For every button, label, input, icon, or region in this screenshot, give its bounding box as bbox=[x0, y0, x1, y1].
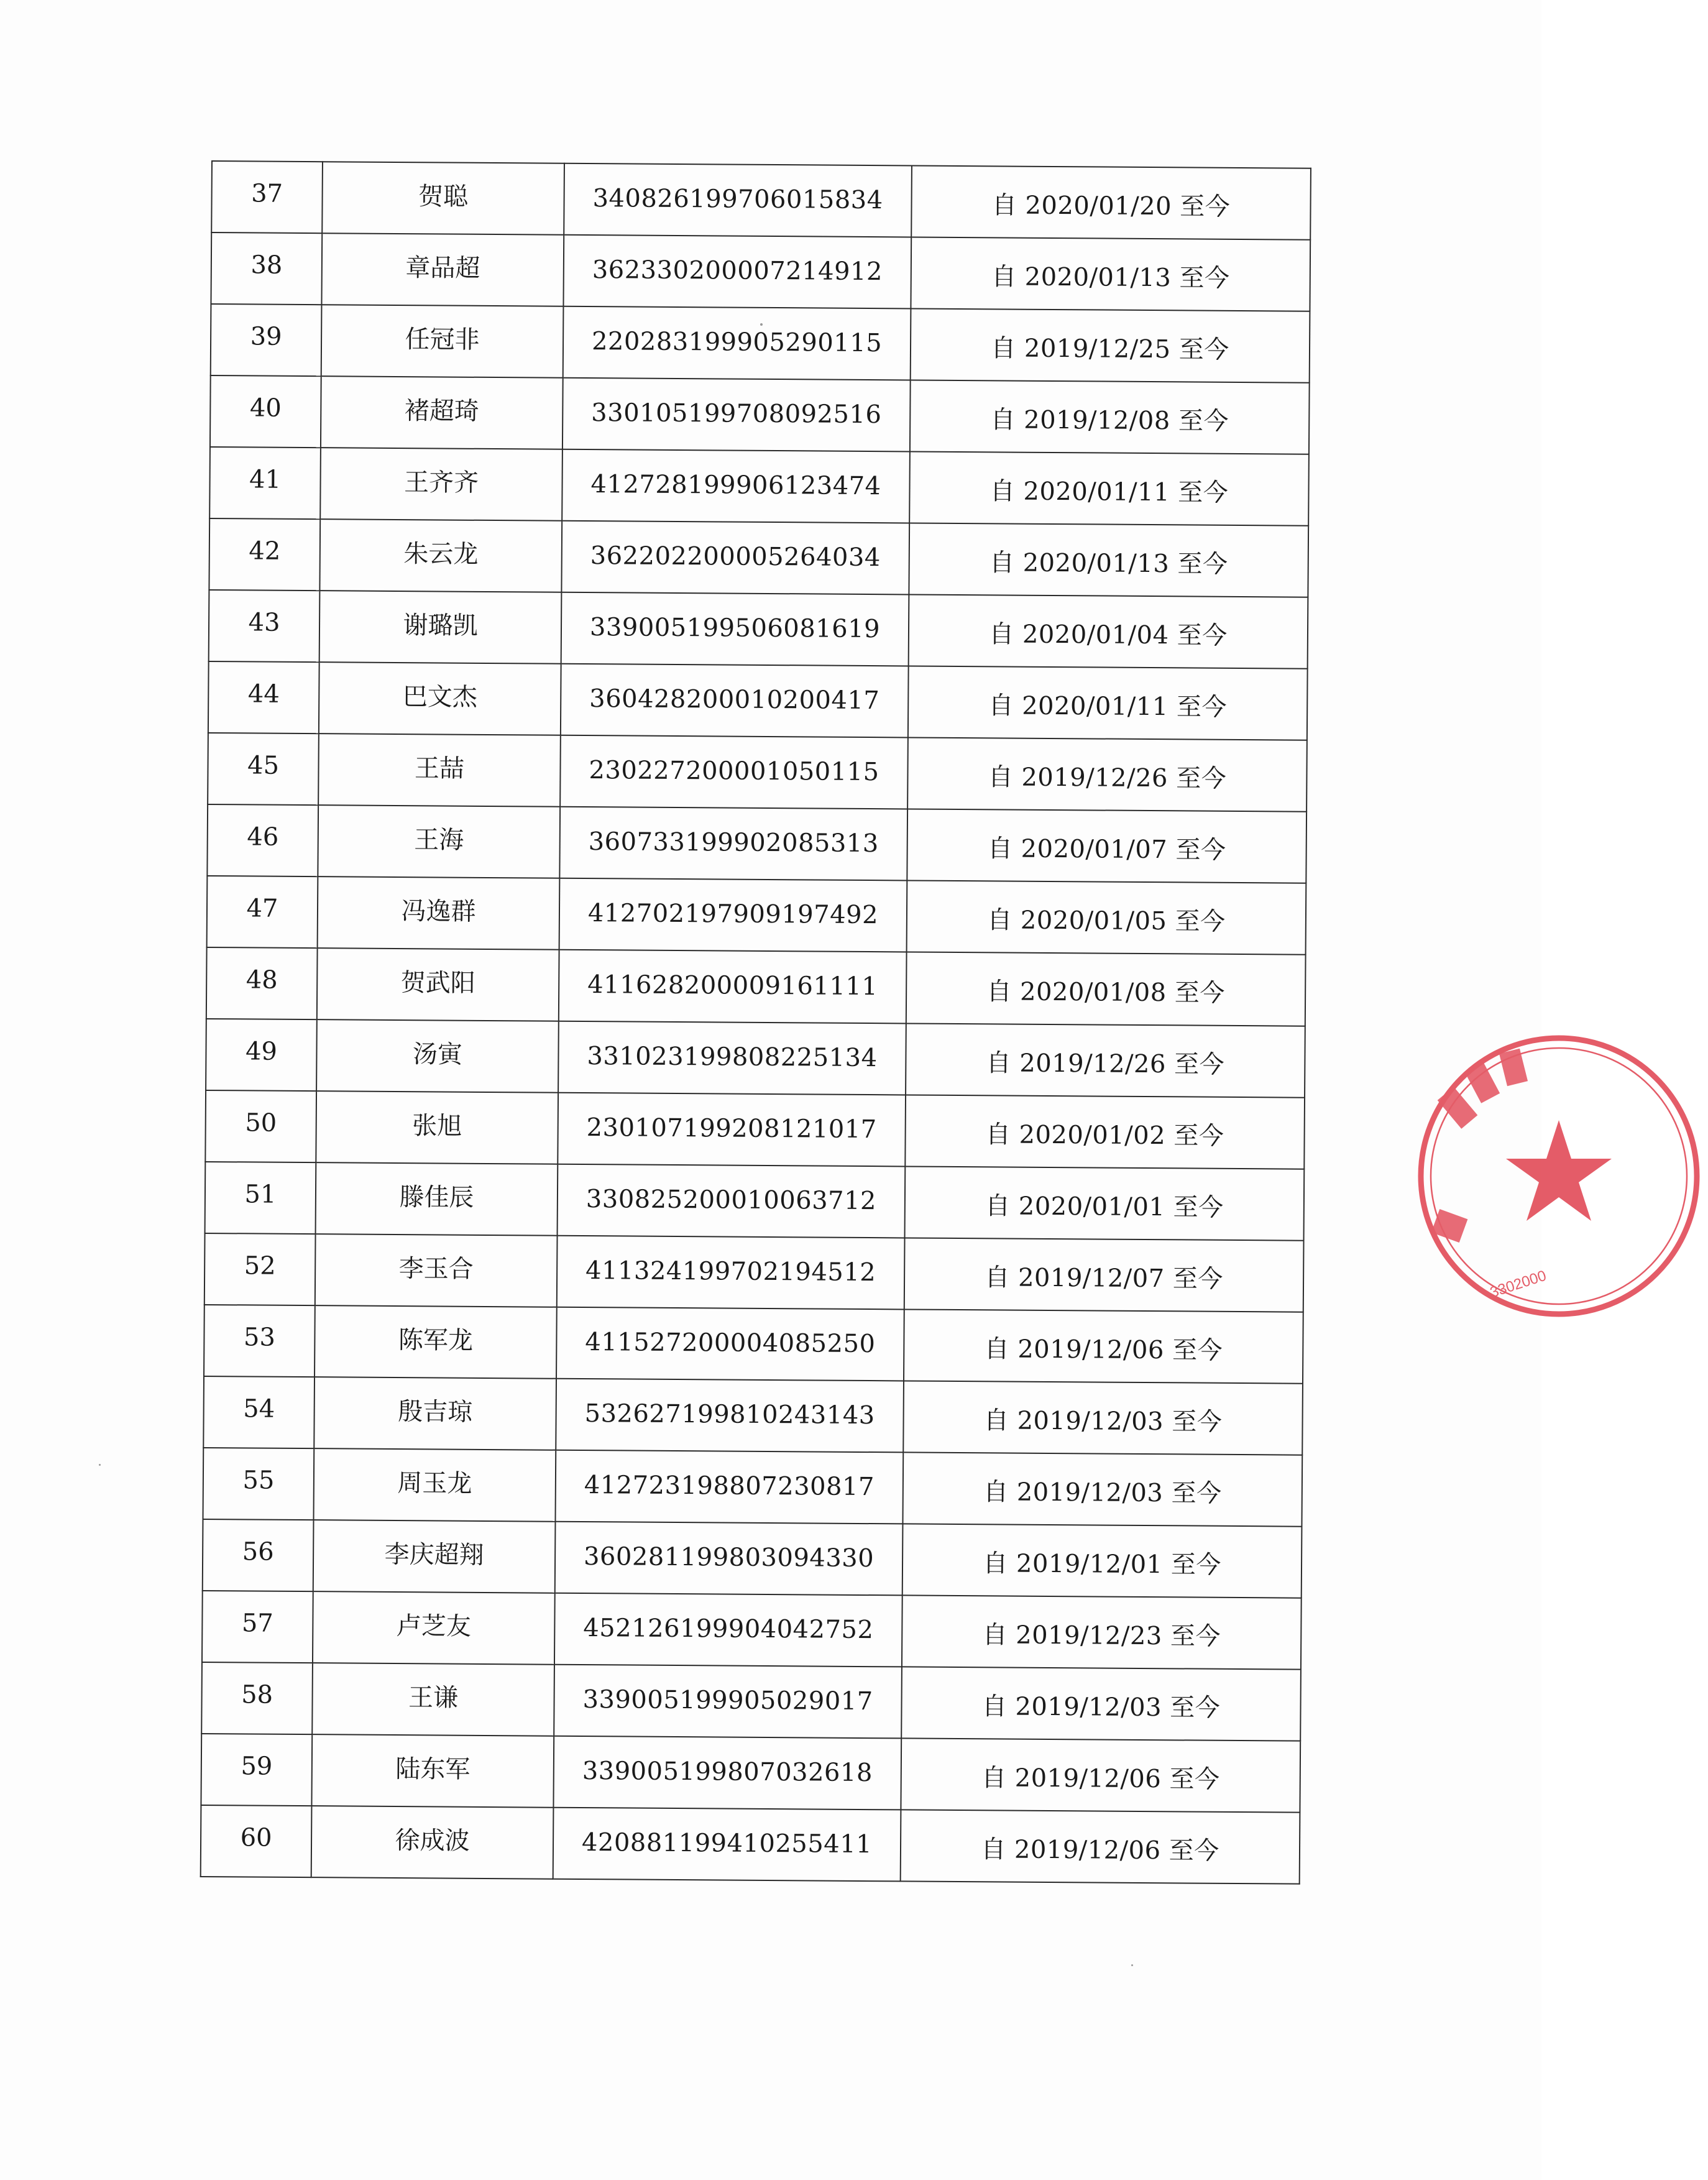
id-number-cell bbox=[557, 1236, 905, 1310]
name-cell bbox=[313, 1448, 556, 1522]
period-cell bbox=[904, 1238, 1304, 1312]
period-cell-text: 自 2020/01/04 至今 bbox=[989, 620, 1228, 650]
name-cell bbox=[321, 376, 563, 449]
row-number-cell bbox=[209, 518, 320, 591]
name-cell bbox=[313, 1520, 556, 1593]
period-cell-text: 自 2019/12/23 至今 bbox=[982, 1621, 1221, 1651]
name-cell bbox=[313, 1591, 555, 1665]
period-cell bbox=[901, 1667, 1301, 1741]
name-cell-text: 谢璐凯 bbox=[403, 611, 478, 640]
period-cell-text: 自 2019/12/03 至今 bbox=[983, 1478, 1222, 1508]
period-cell-text: 自 2019/12/03 至今 bbox=[981, 1692, 1221, 1722]
row-number-cell-text: 40 bbox=[249, 393, 282, 423]
row-number-cell bbox=[208, 733, 319, 805]
name-cell bbox=[321, 305, 564, 378]
name-cell-text: 冯逸群 bbox=[401, 897, 476, 926]
period-cell-text: 自 2020/01/11 至今 bbox=[988, 691, 1228, 722]
table-row bbox=[208, 733, 1307, 812]
name-cell-text: 卢芝友 bbox=[396, 1612, 472, 1641]
table-row bbox=[203, 1376, 1303, 1455]
name-cell-text: 滕佳辰 bbox=[399, 1183, 474, 1212]
period-cell-text: 自 2019/12/08 至今 bbox=[990, 405, 1229, 436]
seal-arc-marks bbox=[1431, 1049, 1528, 1243]
row-number-cell-text: 37 bbox=[251, 178, 283, 208]
row-number-cell bbox=[202, 1591, 313, 1663]
row-number-cell-text: 58 bbox=[241, 1680, 273, 1709]
row-number-cell bbox=[201, 1805, 312, 1877]
table-row bbox=[201, 1805, 1300, 1884]
period-cell-text: 自 2019/12/06 至今 bbox=[981, 1764, 1220, 1794]
id-number-cell bbox=[562, 449, 910, 523]
name-cell-text: 汤寅 bbox=[412, 1040, 463, 1069]
id-number-cell-text: 331023199808225134 bbox=[587, 1041, 878, 1072]
id-number-cell-text: 411324199702194512 bbox=[585, 1256, 876, 1287]
id-number-cell bbox=[556, 1379, 904, 1453]
row-number-cell bbox=[201, 1734, 312, 1806]
name-cell-text: 章品超 bbox=[405, 254, 480, 283]
period-cell bbox=[907, 809, 1306, 883]
row-number-cell-text: 52 bbox=[244, 1251, 276, 1281]
table-row bbox=[208, 661, 1308, 740]
employee-table bbox=[200, 160, 1311, 1885]
name-cell bbox=[311, 1806, 554, 1879]
row-number-cell bbox=[211, 161, 323, 233]
period-cell-text: 自 2020/01/05 至今 bbox=[987, 906, 1226, 936]
id-number-cell bbox=[558, 1021, 906, 1095]
period-cell bbox=[906, 1023, 1305, 1097]
id-number-cell-text: 339005199807032618 bbox=[582, 1756, 873, 1787]
period-cell bbox=[906, 952, 1306, 1026]
row-number-cell bbox=[210, 375, 321, 448]
name-cell bbox=[312, 1663, 554, 1736]
scan-speck bbox=[1131, 1964, 1133, 1966]
table-row bbox=[204, 1233, 1304, 1312]
id-number-cell bbox=[559, 950, 907, 1024]
name-cell-text: 陈军龙 bbox=[398, 1326, 474, 1355]
period-cell bbox=[911, 165, 1311, 239]
id-number-cell-text: 220283199905290115 bbox=[591, 326, 883, 357]
id-number-cell-text: 362202200005264034 bbox=[590, 541, 881, 572]
period-cell bbox=[904, 1309, 1303, 1383]
table-row bbox=[211, 304, 1310, 383]
row-number-cell-text: 39 bbox=[250, 321, 282, 351]
period-cell bbox=[910, 380, 1310, 454]
id-number-cell bbox=[553, 1808, 901, 1882]
period-cell bbox=[909, 594, 1308, 668]
period-cell-text: 自 2020/01/02 至今 bbox=[985, 1120, 1224, 1151]
row-number-cell bbox=[211, 232, 322, 305]
row-number-cell-text: 49 bbox=[245, 1036, 278, 1066]
id-number-cell-text: 230227200001050115 bbox=[589, 755, 879, 786]
id-number-cell-text: 532627199810243143 bbox=[584, 1399, 875, 1430]
name-cell-text: 殷吉琼 bbox=[398, 1397, 473, 1427]
period-cell-text: 自 2020/01/08 至今 bbox=[986, 977, 1226, 1008]
period-cell bbox=[908, 666, 1308, 740]
name-cell bbox=[319, 662, 561, 735]
row-number-cell bbox=[211, 304, 322, 376]
period-cell bbox=[905, 1095, 1305, 1169]
id-number-cell-text: 330825200010063712 bbox=[585, 1184, 877, 1215]
id-number-cell bbox=[558, 1093, 906, 1167]
name-cell bbox=[319, 591, 562, 664]
name-cell-text: 任冠非 bbox=[405, 325, 480, 354]
table-row bbox=[209, 518, 1308, 597]
row-number-cell-text: 45 bbox=[247, 750, 280, 780]
period-cell bbox=[902, 1524, 1302, 1598]
period-cell-text: 自 2019/12/26 至今 bbox=[986, 1049, 1225, 1079]
name-cell-text: 王谦 bbox=[408, 1683, 459, 1713]
row-number-cell-text: 54 bbox=[243, 1394, 275, 1423]
row-number-cell-text: 43 bbox=[248, 607, 280, 637]
row-number-cell-text: 53 bbox=[243, 1322, 276, 1352]
table-row bbox=[210, 375, 1310, 454]
table-row bbox=[209, 447, 1309, 526]
table-row bbox=[206, 1019, 1305, 1098]
period-cell bbox=[909, 523, 1308, 597]
id-number-cell-text: 412723198807230817 bbox=[584, 1470, 875, 1501]
id-number-cell bbox=[560, 735, 908, 809]
id-number-cell bbox=[561, 521, 909, 595]
table-row bbox=[207, 804, 1306, 883]
table-row bbox=[201, 1662, 1301, 1741]
row-number-cell-text: 42 bbox=[249, 536, 281, 566]
company-seal bbox=[1410, 1027, 1708, 1325]
name-cell bbox=[315, 1234, 558, 1307]
table-row bbox=[204, 1305, 1303, 1384]
row-number-cell-text: 51 bbox=[244, 1179, 277, 1209]
name-cell-text: 贺武阳 bbox=[400, 968, 475, 998]
period-cell-text: 自 2019/12/07 至今 bbox=[985, 1263, 1223, 1294]
id-number-cell bbox=[555, 1522, 903, 1596]
period-cell-text: 自 2020/01/13 至今 bbox=[989, 548, 1228, 579]
row-number-cell bbox=[206, 1019, 317, 1091]
row-number-cell-text: 48 bbox=[246, 965, 278, 995]
name-cell bbox=[315, 1305, 557, 1379]
row-number-cell bbox=[208, 661, 319, 734]
name-cell bbox=[316, 1162, 558, 1236]
name-cell bbox=[314, 1377, 556, 1450]
scan-speck bbox=[99, 1464, 101, 1466]
period-cell-text: 自 2019/12/26 至今 bbox=[988, 763, 1227, 793]
period-cell bbox=[905, 1166, 1305, 1240]
period-cell bbox=[901, 1738, 1300, 1812]
period-cell bbox=[903, 1381, 1303, 1455]
id-number-cell bbox=[559, 878, 907, 952]
row-number-cell-text: 60 bbox=[240, 1823, 272, 1852]
row-number-cell-text: 56 bbox=[242, 1537, 274, 1566]
star-icon bbox=[1506, 1120, 1612, 1221]
name-cell bbox=[320, 448, 562, 521]
id-number-cell bbox=[555, 1450, 903, 1524]
id-number-cell-text: 330105199708092516 bbox=[591, 398, 882, 429]
seal-number: 3302000 bbox=[1487, 1267, 1549, 1302]
row-number-cell-text: 46 bbox=[247, 822, 279, 852]
period-cell bbox=[907, 737, 1307, 811]
id-number-cell bbox=[556, 1307, 904, 1381]
name-cell bbox=[321, 233, 564, 306]
id-number-cell-text: 452126199904042752 bbox=[583, 1613, 874, 1644]
name-cell-text: 朱云龙 bbox=[403, 540, 479, 569]
id-number-cell bbox=[554, 1593, 902, 1667]
row-number-cell bbox=[205, 1090, 316, 1162]
period-cell-text: 自 2019/12/25 至今 bbox=[991, 334, 1229, 364]
name-cell bbox=[318, 805, 560, 878]
name-cell-text: 张旭 bbox=[412, 1111, 462, 1141]
id-number-cell bbox=[554, 1665, 902, 1739]
id-number-cell-text: 339005199506081619 bbox=[589, 612, 881, 643]
id-number-cell-text: 360281199803094330 bbox=[583, 1542, 875, 1573]
table-row bbox=[205, 1090, 1305, 1169]
row-number-cell-text: 57 bbox=[241, 1608, 274, 1638]
period-cell-text: 自 2019/12/06 至今 bbox=[984, 1335, 1223, 1365]
id-number-cell bbox=[563, 306, 911, 380]
name-cell-text: 王齐齐 bbox=[403, 468, 479, 497]
row-number-cell bbox=[203, 1519, 314, 1591]
id-number-cell-text: 360733199902085313 bbox=[588, 827, 879, 858]
period-cell-text: 自 2019/12/03 至今 bbox=[983, 1406, 1223, 1437]
name-cell bbox=[322, 162, 564, 235]
name-cell-text: 王喆 bbox=[414, 754, 465, 783]
row-number-cell bbox=[209, 447, 321, 519]
id-number-cell bbox=[564, 163, 912, 237]
period-cell bbox=[902, 1595, 1302, 1669]
row-number-cell bbox=[204, 1233, 316, 1305]
name-cell-text: 褚超琦 bbox=[404, 397, 479, 426]
table-row bbox=[201, 1734, 1300, 1813]
scan-speck bbox=[760, 323, 763, 326]
name-cell bbox=[316, 1091, 558, 1164]
name-cell bbox=[317, 948, 559, 1021]
row-number-cell bbox=[203, 1376, 315, 1448]
row-number-cell-text: 38 bbox=[250, 250, 283, 280]
employee-table-body bbox=[201, 161, 1311, 1884]
period-cell bbox=[911, 308, 1310, 382]
table-row bbox=[203, 1448, 1303, 1527]
period-cell-text: 自 2020/01/07 至今 bbox=[987, 834, 1226, 865]
name-cell-text: 贺聪 bbox=[418, 182, 469, 211]
period-cell bbox=[901, 1810, 1300, 1883]
period-cell bbox=[902, 1452, 1302, 1526]
period-cell-text: 自 2019/12/01 至今 bbox=[983, 1549, 1221, 1580]
row-number-cell-text: 41 bbox=[249, 464, 282, 494]
row-number-cell bbox=[207, 876, 318, 948]
period-cell bbox=[909, 451, 1309, 525]
id-number-cell-text: 411527200004085250 bbox=[585, 1327, 876, 1358]
period-cell bbox=[907, 880, 1306, 954]
row-number-cell-text: 55 bbox=[242, 1465, 275, 1495]
period-cell-text: 自 2020/01/11 至今 bbox=[989, 477, 1229, 507]
period-cell-text: 自 2020/01/20 至今 bbox=[991, 191, 1231, 221]
name-cell bbox=[319, 519, 562, 592]
name-cell bbox=[318, 876, 560, 950]
name-cell-text: 陆东军 bbox=[395, 1755, 471, 1784]
id-number-cell-text: 412728199906123474 bbox=[590, 469, 881, 500]
id-number-cell bbox=[563, 235, 911, 309]
id-number-cell-text: 362330200007214912 bbox=[592, 255, 883, 286]
id-number-cell-text: 420881199410255411 bbox=[581, 1828, 873, 1859]
row-number-cell bbox=[204, 1305, 315, 1377]
name-cell-text: 李庆超翔 bbox=[384, 1540, 484, 1570]
name-cell bbox=[318, 734, 561, 807]
id-number-cell bbox=[559, 807, 907, 881]
id-number-cell bbox=[553, 1736, 901, 1810]
period-cell bbox=[911, 237, 1310, 311]
row-number-cell-text: 47 bbox=[246, 893, 278, 923]
row-number-cell bbox=[207, 804, 318, 876]
name-cell bbox=[311, 1734, 554, 1808]
id-number-cell-text: 339005199905029017 bbox=[582, 1685, 873, 1716]
table-row bbox=[209, 590, 1308, 669]
row-number-cell-text: 44 bbox=[247, 679, 280, 709]
table-row bbox=[202, 1591, 1302, 1670]
id-number-cell-text: 360428200010200417 bbox=[589, 684, 880, 715]
id-number-cell-text: 412702197909197492 bbox=[587, 898, 879, 929]
id-number-cell-text: 340826199706015834 bbox=[592, 183, 883, 214]
row-number-cell bbox=[209, 590, 320, 662]
name-cell-text: 徐成波 bbox=[395, 1826, 470, 1856]
table-row bbox=[211, 232, 1310, 311]
name-cell-text: 王海 bbox=[414, 826, 464, 855]
name-cell bbox=[316, 1019, 559, 1093]
row-number-cell bbox=[206, 947, 318, 1019]
row-number-cell bbox=[203, 1448, 315, 1520]
row-number-cell bbox=[205, 1162, 316, 1234]
name-cell-text: 李玉合 bbox=[398, 1254, 474, 1284]
table-row bbox=[211, 161, 1311, 240]
id-number-cell-text: 411628200009161111 bbox=[587, 970, 878, 1001]
row-number-cell bbox=[201, 1662, 313, 1734]
id-number-cell bbox=[558, 1164, 906, 1238]
id-number-cell bbox=[561, 592, 909, 666]
table-row bbox=[203, 1519, 1302, 1598]
table-row bbox=[206, 947, 1306, 1026]
id-number-cell-text: 230107199208121017 bbox=[586, 1113, 877, 1144]
row-number-cell-text: 50 bbox=[245, 1108, 277, 1138]
period-cell-text: 自 2019/12/06 至今 bbox=[981, 1835, 1219, 1865]
table-row bbox=[207, 876, 1306, 955]
row-number-cell-text: 59 bbox=[241, 1751, 273, 1781]
name-cell-text: 巴文杰 bbox=[402, 683, 477, 712]
table-row bbox=[205, 1162, 1305, 1241]
id-number-cell bbox=[562, 378, 911, 452]
id-number-cell bbox=[561, 664, 909, 738]
period-cell-text: 自 2020/01/13 至今 bbox=[991, 262, 1230, 293]
period-cell-text: 自 2020/01/01 至今 bbox=[985, 1192, 1224, 1222]
name-cell-text: 周玉龙 bbox=[397, 1469, 472, 1498]
